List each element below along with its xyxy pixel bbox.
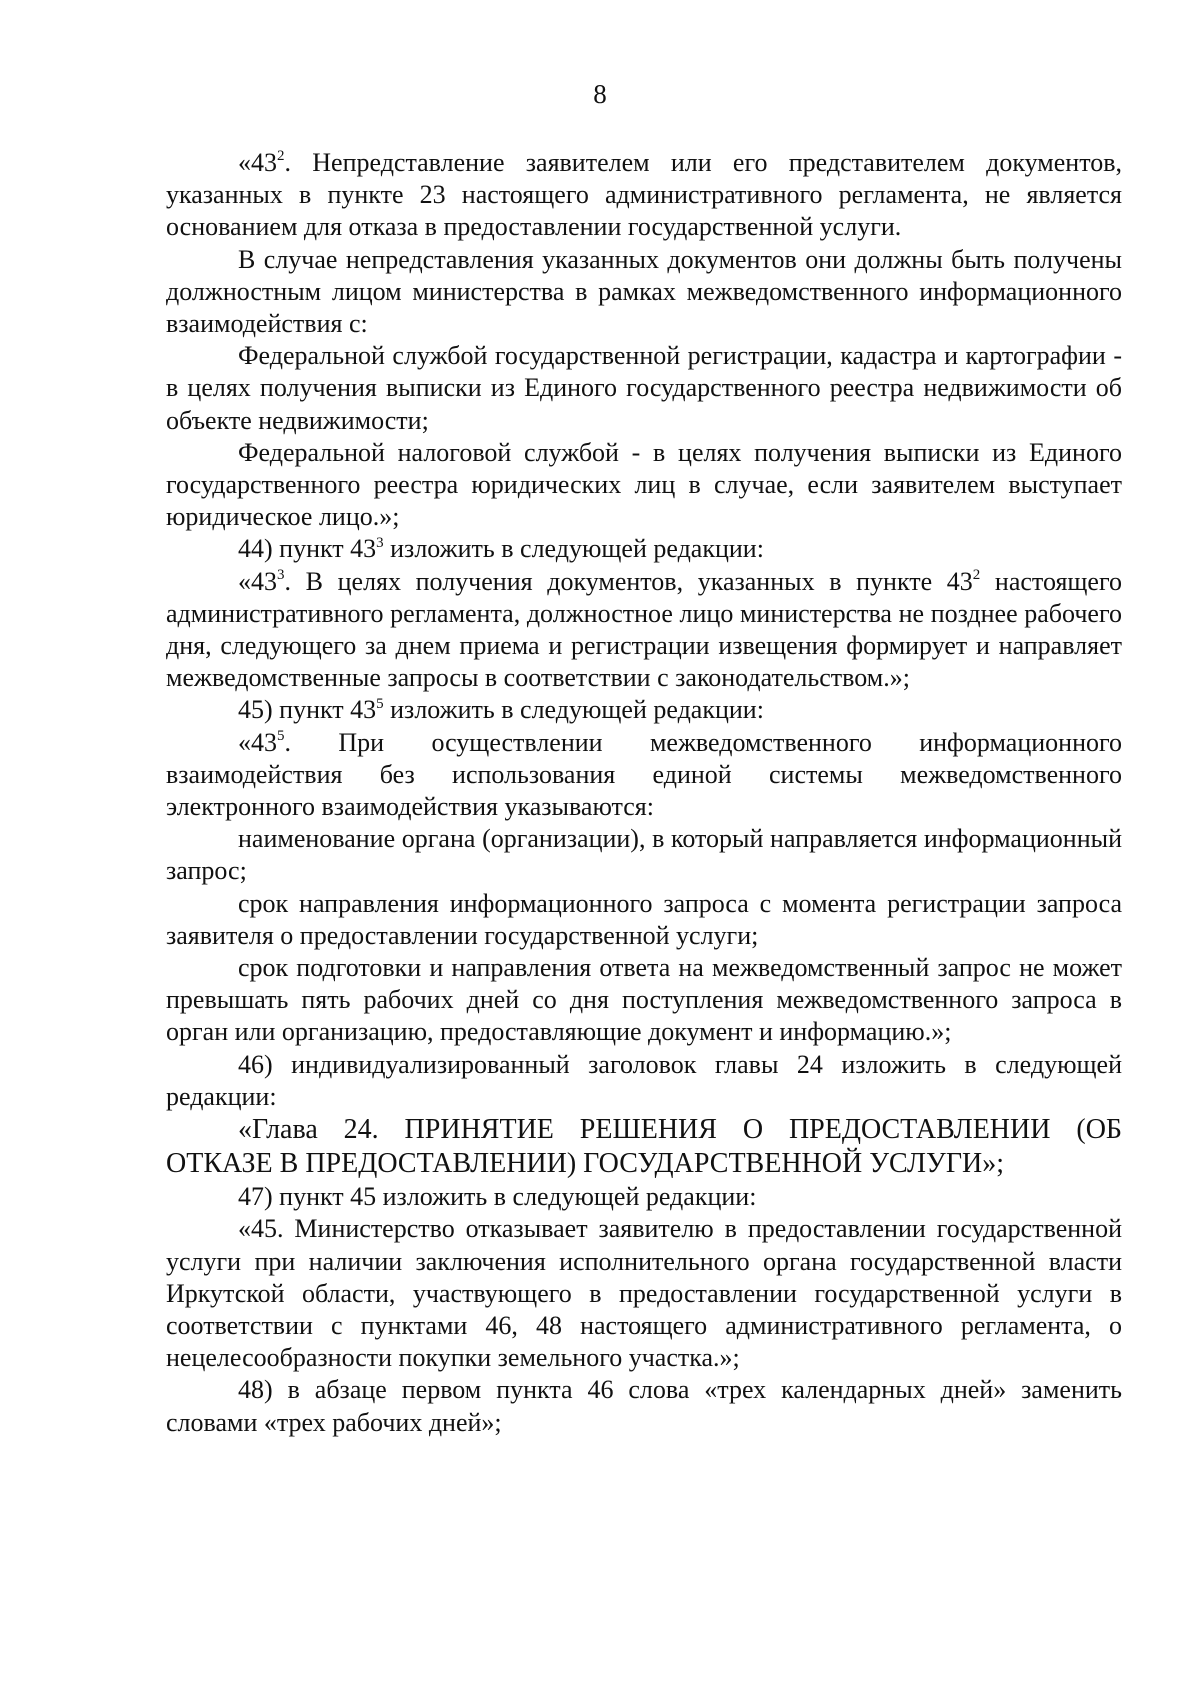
document-paragraph xyxy=(166,823,1122,887)
paragraph-text: «43 xyxy=(238,566,277,596)
paragraph-text: срок направления информационного запроса с момента регистрации запроса заявителя о предоставлении государственной услуги; xyxy=(166,888,1122,950)
paragraph-text: 44) пункт 43 xyxy=(238,534,377,564)
document-paragraph xyxy=(166,1374,1122,1438)
chapter-heading-paragraph xyxy=(166,1113,1122,1181)
document-paragraph xyxy=(166,694,1122,726)
document-paragraph xyxy=(166,888,1122,952)
document-paragraph xyxy=(166,1181,1122,1213)
superscript: 5 xyxy=(277,728,285,744)
superscript: 3 xyxy=(376,534,384,551)
paragraph-text: изложить в следующей редакции: xyxy=(383,534,764,564)
paragraph-text: «43 xyxy=(238,727,277,757)
paragraph-text: 47) пункт 45 изложить в следующей редакции: xyxy=(238,1182,757,1212)
paragraph-text: В случае непредставления указанных документов они должны быть получены должностным лицом министерства в рамках межведомственного информационного взаимодействия с: xyxy=(166,244,1122,339)
document-paragraph xyxy=(166,244,1122,341)
document-paragraph xyxy=(166,952,1122,1049)
superscript: 5 xyxy=(376,695,384,712)
document-paragraph xyxy=(166,340,1122,437)
document-paragraph xyxy=(166,533,1122,565)
paragraph-text: 48) в абзаце первом пункта 46 слова «трех календарных дней» заменить словами «трех рабочих дней»; xyxy=(166,1375,1122,1437)
document-paragraph xyxy=(166,1213,1122,1374)
paragraph-text: . В целях получения документов, указанных в пункте 43 xyxy=(284,566,973,596)
paragraph-text: Федеральной налоговой службой - в целях получения выписки из Единого государственного реестра юридических лиц в случае, если заявителем выступает юридическое лицо.»; xyxy=(166,437,1122,532)
paragraph-text: . Непредставление заявителем или его представителем документов, указанных в пункте 23 настоящего административного регламента, не является основанием для отказа в предоставлении государственной услуги. xyxy=(166,148,1122,242)
superscript: 2 xyxy=(277,148,285,165)
paragraph-text: . При осуществлении межведомственного информационного взаимодействия без использования единой системы межведомственного электронного взаимодействия указываются: xyxy=(166,727,1122,822)
paragraph-text: наименование органа (организации), в который направляется информационный запрос; xyxy=(166,824,1122,886)
document-paragraph xyxy=(166,147,1122,244)
paragraph-text: «43 xyxy=(238,148,277,177)
paragraph-text: «Глава 24. ПРИНЯТИЕ РЕШЕНИЯ О ПРЕДОСТАВЛЕНИИ (ОБ ОТКАЗЕ В ПРЕДОСТАВЛЕНИИ) ГОСУДАРСТВЕННОЙ УСЛУГИ»; xyxy=(166,1114,1122,1180)
superscript: 2 xyxy=(972,566,981,583)
page-number: 8 xyxy=(593,79,607,109)
paragraph-text: 46) индивидуализированный заголовок главы 24 изложить в следующей редакции: xyxy=(166,1049,1122,1111)
paragraph-text: настоящего административного регламента, должностное лицо министерства не позднее рабочего дня, следующего за днем приема и регистрации извещения формирует и направляет межведомственные запросы в соответствии с законодательством.»; xyxy=(166,566,1122,693)
document-paragraph xyxy=(166,566,1122,695)
superscript: 3 xyxy=(277,566,285,583)
paragraph-text: «45. Министерство отказывает заявителю в предоставлении государственной услуги при наличии заключения исполнительного органа государственной власти Иркутской области, участвующего в предоставлении государственной услуги в соответствии с пунктами 46, 48 настоящего административного регламента, о нецелесообразности покупки земельного участка.»; xyxy=(166,1214,1122,1373)
document-body xyxy=(166,147,1122,1439)
paragraph-text: срок подготовки и направления ответа на межведомственный запрос не может превышать пять рабочих дней со дня поступления межведомственного запроса в орган или организацию, предоставляющие документ и информацию.»; xyxy=(166,953,1122,1047)
paragraph-text: изложить в следующей редакции: xyxy=(383,695,764,725)
document-paragraph xyxy=(166,727,1122,824)
paragraph-text: 45) пункт 43 xyxy=(238,695,377,725)
document-paragraph xyxy=(166,1049,1122,1113)
paragraph-text: Федеральной службой государственной регистрации, кадастра и картографии - в целях получения выписки из Единого государственного реестра недвижимости об объекте недвижимости; xyxy=(166,341,1122,435)
document-paragraph xyxy=(166,437,1122,534)
